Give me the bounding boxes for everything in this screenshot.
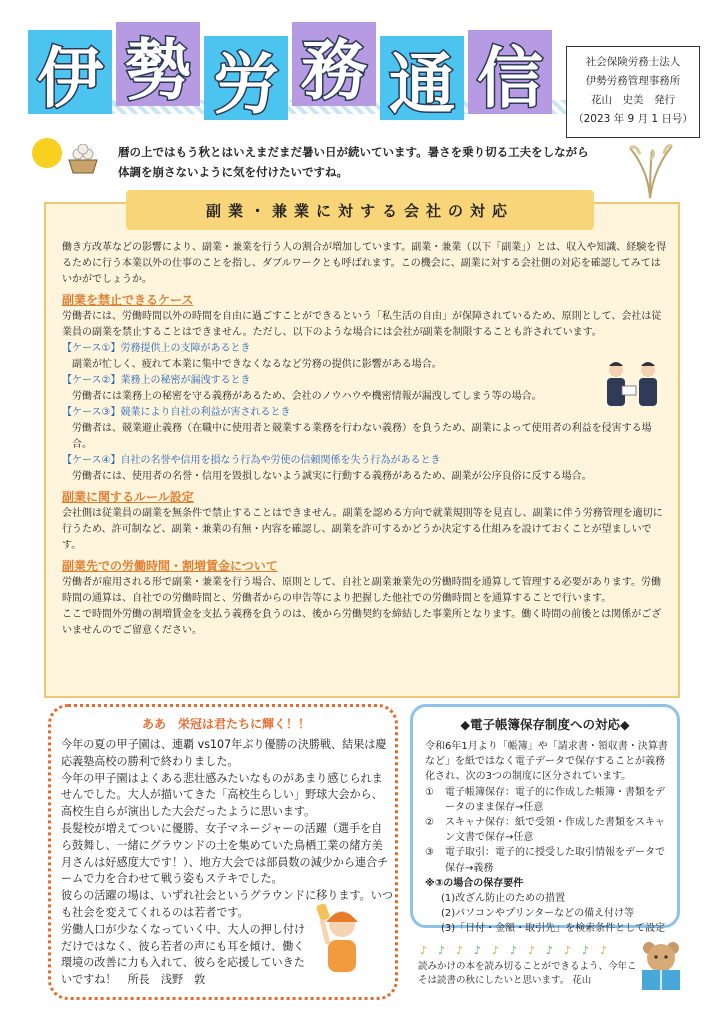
ebook-title: ◆電子帳簿保存制度への対応◆: [460, 717, 630, 732]
svg-text:♪: ♪: [456, 944, 464, 956]
ebook-item-text: スキャナ保存：紙で受領・作成した書類をスキャン文書で保存→任意: [445, 817, 665, 844]
title-char-4: 務: [292, 22, 376, 106]
ebook-item-number: ①: [425, 786, 434, 798]
svg-text:♪: ♪: [582, 944, 590, 956]
koshien-paragraph-3: 長髪校が増えてついに優勝、女子マネージャーの活躍（選手を自ら鼓舞し、一緒にグラウンドの土を集めていた鳥栖工業の緒方美月さんは好感度大です！）、地方大会では部員数の減少から連合チームで力を合わせて戦う姿もステキでした。: [61, 821, 389, 886]
case-text-2: 労働者には業務上の秘密を守る義務があるため、会社のノウハウや機密情報が漏洩してしまう等の場合。: [72, 391, 542, 402]
svg-text:♪: ♪: [600, 944, 608, 956]
svg-text:♪: ♪: [474, 944, 482, 956]
koshien-paragraph-1: 今年の夏の甲子園は、連覇 vs107年ぶり優勝の決勝戦、結果は慶応義塾高校の勝利で終わりました。: [61, 738, 387, 768]
svg-text:♪: ♪: [438, 944, 446, 956]
case-list: [62, 341, 592, 405]
intro-text: [118, 142, 608, 182]
article-lead: 働き方改革などの影響により、副業・兼業を行う人の割合が増加しています。副業・兼業（以下「副業」）とは、収入や知識、経験を得るために行う本業以外の仕事のことを指し、ダブルワークとも呼ばれます。この機会に、副業に対する会社側の対応を確認してみてはいかがでしょうか。: [62, 242, 667, 285]
ebook-item-number: ③: [425, 847, 434, 859]
case-text-4: 労働者には、使用者の名誉・信用を毀損しないよう誠実に行動する義務があるため、副業が公序良俗に反する場合。: [72, 471, 592, 482]
ebook-item: [425, 785, 671, 815]
koshien-paragraph-2: 今年の甲子園はよくある悲壮感みたいなものがあまり感じられませんでした。大人が描いてきた「高校生らしい」野球大会から、高校生自らが演出した大会だったように思います。: [61, 771, 383, 819]
svg-text:♪: ♪: [546, 944, 554, 956]
tsukimi-dango-icon: [66, 144, 100, 174]
section-text-prohibit: 労働者には、労働時間以外の時間を自由に過ごすことができるという「私生活の自由」が保障されているため、原則として、会社は従業員の副業を禁止することはできません。ただし、以下のような場合には会社が副業を制限することも許されています。: [62, 311, 662, 338]
publisher-line-4: （2023 年 9 月 1 日号）: [573, 113, 693, 125]
ebook-item: [425, 845, 671, 875]
case-text-1: 副業が忙しく、疲れて本業に集中できなくなるなど労務の提供に影響がある場合。: [72, 359, 442, 370]
ebook-body: [425, 739, 671, 937]
section-heading-rules: 副業に関するルール設定: [62, 490, 194, 504]
koshien-paragraph-4: 彼らの活躍の場は、いずれ社会というグラウンドに移ります。いつも社会を変えてくれるのは若者です。: [61, 889, 393, 919]
intro-line-1: 暦の上ではもう秋とはいえまだまだ暑い日が続いています。暑さを乗り切る工夫をしながら: [118, 145, 589, 159]
case-heading-2: 【ケース②】業務上の秘密が漏洩するとき: [62, 375, 251, 386]
section-text-hours-1: 労働者が雇用される形で副業・兼業を行う場合、原則として、自社と副業兼業先の労働時間を通算して管理する必要があります。労働時間の通算は、自社での労働時間と、労働者からの申告等により把握した他社での労働時間とを通算することで行います。: [62, 577, 661, 604]
reading-note: 読みかけの本を読み切ることができるよう、今年こそは読書の秋にしたいと思います。 花山: [418, 961, 637, 986]
music-notes-decoration: [420, 942, 620, 956]
newsletter-title: [28, 22, 548, 132]
section-text-rules: 会社側は従業員の副業を無条件で禁止することはできません。副業を認める方向で就業規則等を見直し、副業に伴う労務管理を適切に行うため、許可制など、副業・兼業の有無・内容を確認し、副業を許可するかどうか決定する仕組みを設けておくことが望ましいです。: [62, 508, 663, 551]
title-char-3: 労: [204, 36, 288, 120]
koshien-title: ああ 栄冠は君たちに輝く！！: [141, 717, 310, 731]
case-heading-1: 【ケース①】労務提供上の支障があるとき: [62, 343, 251, 354]
title-char-6: 信: [468, 30, 552, 114]
ebook-intro: 令和6年1月より「帳簿」や「請求書・領収書・決算書など」を紙ではなく電子データで保存することが義務化され、次の3つの制度に区分されています。: [425, 741, 668, 783]
publisher-box: [566, 46, 700, 138]
publisher-line-1: 社会保険労務士法人: [585, 56, 681, 68]
ebook-item-text: 電子帳簿保存：電子的に作成した帳簿・書類をデータのまま保存→任意: [445, 786, 665, 813]
section-heading-hours: 副業先での労働時間・割増賃金について: [62, 559, 278, 573]
ebook-requirement: (1)改ざん防止のための措置: [441, 893, 566, 905]
ebook-item-text: 電子取引：電子的に授受した取引情報をデータで保存→義務: [445, 847, 665, 874]
ebook-requirement: (3)「日付・金額・取引先」を検索条件として設定: [441, 923, 666, 935]
pampas-grass-icon: [620, 140, 680, 200]
section-heading-prohibit: 副業を禁止できるケース: [62, 293, 194, 307]
ebook-requirement: (2)パソコンやプリンターなどの備え付け等: [441, 908, 635, 920]
ebook-item-number: ②: [425, 817, 434, 829]
svg-text:♪: ♪: [528, 944, 536, 956]
svg-text:♪: ♪: [420, 944, 428, 956]
case-text-3: 労働者は、競業避止義務（在職中に使用者と競業する業務を行わない義務）を負うため、副業によって使用者の利益を侵害する場合。: [72, 423, 652, 450]
case-heading-4: 【ケース④】自社の名誉や信用を損なう行為や労使の信頼関係を失う行為があるとき: [62, 455, 441, 466]
intro-line-2: 体調を崩さないように気を付けたいですね。: [118, 165, 348, 179]
full-moon-icon: [32, 138, 62, 168]
svg-text:♪: ♪: [492, 944, 500, 956]
article-title: 副業・兼業に対する会社の対応: [126, 190, 594, 230]
section-text-hours-2: ここで時間外労働の割増賃金を支払う義務を負うのは、後から労働契約を締結した事業所となります。働く時間の前後とは関係がございませんのでご留意ください。: [62, 609, 662, 636]
title-char-5: 通: [380, 36, 464, 120]
svg-text:♪: ♪: [510, 944, 518, 956]
koshien-paragraph-5: 労働人口が少なくなっていく中、大人の押し付けだけではなく、彼ら若者の声にも耳を傾け、働く環境の改善に力も入れて、彼らを応援していきたいですね！ 所長 浅野 敦: [61, 922, 306, 987]
ebook-column: [410, 704, 680, 935]
svg-text:♪: ♪: [564, 944, 572, 956]
ebook-item: [425, 815, 671, 845]
publisher-line-3: 花山 史美 発行: [591, 94, 675, 106]
reading-bear-illustration: [636, 938, 686, 994]
publisher-line-2: 伊勢労務管理事務所: [585, 75, 681, 87]
ebook-requirements-heading: ※③の場合の保存要件: [425, 877, 524, 889]
title-char-1: 伊: [28, 30, 112, 114]
case-heading-3: 【ケース③】競業により自社の利益が害されるとき: [62, 407, 291, 418]
article-body: [62, 240, 668, 639]
cheering-player-illustration: [312, 900, 372, 984]
title-char-2: 勢: [116, 22, 200, 106]
business-people-illustration: [600, 356, 666, 416]
